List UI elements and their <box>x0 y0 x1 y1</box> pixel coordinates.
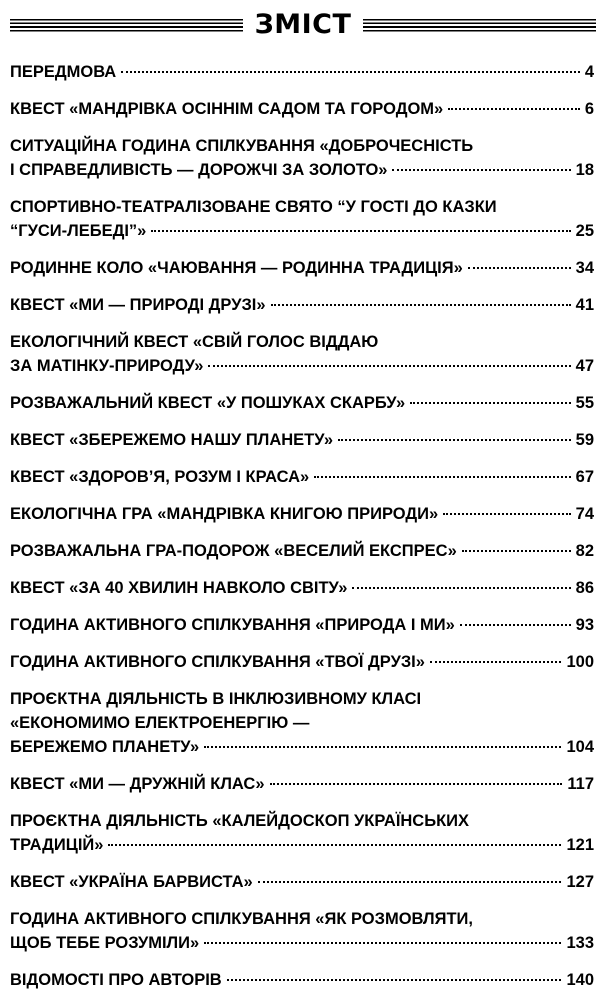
toc-entry-row <box>10 502 594 526</box>
toc-entry-title-line: ЩОБ ТЕБЕ РОЗУМІЛИ» <box>10 934 200 952</box>
toc-entry[interactable] <box>10 907 594 955</box>
dot-leader <box>443 513 570 515</box>
toc-page-number: 117 <box>567 775 594 793</box>
dot-leader <box>227 979 562 981</box>
dot-leader <box>448 108 580 110</box>
toc-page-number: 47 <box>575 357 594 375</box>
toc-entry-title-line: РОЗВАЖАЛЬНА ГРА-ПОДОРОЖ «ВЕСЕЛИЙ ЕКСПРЕС» <box>10 542 457 560</box>
toc-page-number: 18 <box>575 161 594 179</box>
toc-entry[interactable] <box>10 465 594 489</box>
contents-header <box>10 6 596 44</box>
toc-entry-title-line: ПРОЄКТНА ДІЯЛЬНІСТЬ В ІНКЛЮЗИВНОМУ КЛАСІ <box>10 690 422 708</box>
toc-entry-title-line: ПЕРЕДМОВА <box>10 63 117 81</box>
dot-leader <box>314 476 570 478</box>
toc-entry-title-line: КВЕСТ «МАНДРІВКА ОСІННІМ САДОМ ТА ГОРОДОМ» <box>10 100 444 118</box>
dot-leader <box>151 230 570 232</box>
toc-entry-title-line: КВЕСТ «УКРАЇНА БАРВИСТА» <box>10 873 253 891</box>
toc-entry-title-line: КВЕСТ «ЗДОРОВ’Я, РОЗУМ І КРАСА» <box>10 468 310 486</box>
toc-entry-title-line: ЕКОЛОГІЧНИЙ КВЕСТ «СВІЙ ГОЛОС ВІДДАЮ <box>10 333 379 351</box>
toc-page-number: 34 <box>575 259 594 277</box>
toc-entry-title-line: РОДИННЕ КОЛО «ЧАЮВАННЯ — РОДИННА ТРАДИЦІЯ» <box>10 259 463 277</box>
toc-entry[interactable] <box>10 968 594 992</box>
toc-entry[interactable] <box>10 539 594 563</box>
toc-page-number: 25 <box>575 222 594 240</box>
toc-entry-title-line: ПРОЄКТНА ДІЯЛЬНІСТЬ «КАЛЕЙДОСКОП УКРАЇНСЬКИХ <box>10 812 470 830</box>
toc-entry[interactable] <box>10 650 594 674</box>
toc-entry-title-line: КВЕСТ «ЗБЕРЕЖЕМО НАШУ ПЛАНЕТУ» <box>10 431 334 449</box>
toc-entry-title-line: КВЕСТ «МИ — ПРИРОДІ ДРУЗІ» <box>10 296 266 314</box>
toc-entry-title-line: ТРАДИЦІЙ» <box>10 836 104 854</box>
toc-entry-title-line: ЗА МАТІНКУ-ПРИРОДУ» <box>10 357 204 375</box>
toc-page-number: 82 <box>575 542 594 560</box>
toc-entry[interactable] <box>10 870 594 894</box>
toc-page-number: 140 <box>566 971 594 989</box>
header-rule-left <box>10 19 243 32</box>
dot-leader <box>258 881 562 883</box>
toc-entry-title-line: “ГУСИ-ЛЕБЕДІ”» <box>10 222 147 240</box>
toc-entry-title-line: ГОДИНА АКТИВНОГО СПІЛКУВАННЯ «ТВОЇ ДРУЗІ» <box>10 653 425 671</box>
dot-leader <box>270 783 563 785</box>
dot-leader <box>208 365 570 367</box>
table-of-contents <box>10 60 594 1005</box>
toc-entry-row <box>10 833 594 857</box>
toc-page-number: 59 <box>575 431 594 449</box>
toc-entry-title-line: СИТУАЦІЙНА ГОДИНА СПІЛКУВАННЯ «ДОБРОЧЕСНІСТЬ <box>10 137 474 155</box>
toc-entry-row <box>10 97 594 121</box>
toc-entry-row <box>10 968 594 992</box>
toc-entry[interactable] <box>10 256 594 280</box>
toc-entry-title-line: ВІДОМОСТІ ПРО АВТОРІВ <box>10 971 222 989</box>
dot-leader <box>271 304 571 306</box>
toc-page-number: 55 <box>575 394 594 412</box>
dot-leader <box>108 844 561 846</box>
toc-entry[interactable] <box>10 428 594 452</box>
toc-entry[interactable] <box>10 613 594 637</box>
toc-page-number: 41 <box>575 296 594 314</box>
dot-leader <box>352 587 570 589</box>
toc-page-number: 6 <box>584 100 594 118</box>
toc-entry-row <box>10 293 594 317</box>
toc-page-number: 93 <box>575 616 594 634</box>
toc-entry-row <box>10 735 594 759</box>
toc-page-number: 74 <box>575 505 594 523</box>
toc-entry-row <box>10 931 594 955</box>
toc-entry-row <box>10 613 594 637</box>
dot-leader <box>462 550 571 552</box>
toc-page-number: 127 <box>566 873 594 891</box>
dot-leader <box>410 402 571 404</box>
toc-entry[interactable] <box>10 576 594 600</box>
dot-leader <box>204 746 561 748</box>
dot-leader <box>204 942 561 944</box>
toc-entry-title-line: СПОРТИВНО-ТЕАТРАЛІЗОВАНЕ СВЯТО “У ГОСТІ ДО КАЗКИ <box>10 198 497 216</box>
dot-leader <box>468 267 571 269</box>
toc-entry-row <box>10 354 594 378</box>
toc-entry[interactable] <box>10 687 594 759</box>
toc-entry-title-line: ГОДИНА АКТИВНОГО СПІЛКУВАННЯ «ЯК РОЗМОВЛЯТИ, <box>10 910 473 928</box>
toc-page-number: 86 <box>575 579 594 597</box>
toc-entry-title-line: ГОДИНА АКТИВНОГО СПІЛКУВАННЯ «ПРИРОДА І МИ» <box>10 616 455 634</box>
toc-entry-row <box>10 772 594 796</box>
toc-entry-row <box>10 650 594 674</box>
toc-entry-row <box>10 158 594 182</box>
toc-entry-row <box>10 576 594 600</box>
toc-entry-title-line: РОЗВАЖАЛЬНИЙ КВЕСТ «У ПОШУКАХ СКАРБУ» <box>10 394 406 412</box>
dot-leader <box>460 624 571 626</box>
toc-entry[interactable] <box>10 772 594 796</box>
toc-entry[interactable] <box>10 134 594 182</box>
toc-page-number: 67 <box>575 468 594 486</box>
toc-entry-row <box>10 219 594 243</box>
toc-entry-title-line: ЕКОЛОГІЧНА ГРА «МАНДРІВКА КНИГОЮ ПРИРОДИ» <box>10 505 439 523</box>
dot-leader <box>430 661 562 663</box>
toc-entry-row <box>10 428 594 452</box>
toc-entry-title-line: КВЕСТ «ЗА 40 ХВИЛИН НАВКОЛО СВІТУ» <box>10 579 348 597</box>
toc-entry-title-line: БЕРЕЖЕМО ПЛАНЕТУ» <box>10 738 200 756</box>
toc-entry-title-line: «ЕКОНОМИМО ЕЛЕКТРОЕНЕРГІЮ — <box>10 714 310 732</box>
toc-entry[interactable] <box>10 293 594 317</box>
page-title: ЗМІСТ <box>254 9 352 40</box>
dot-leader <box>121 71 580 73</box>
toc-entry-title-line: І СПРАВЕДЛИВІСТЬ — ДОРОЖЧІ ЗА ЗОЛОТО» <box>10 161 388 179</box>
dot-leader <box>392 169 570 171</box>
toc-entry[interactable] <box>10 195 594 243</box>
toc-page-number: 100 <box>566 653 594 671</box>
toc-page-number: 104 <box>566 738 594 756</box>
toc-entry-row <box>10 870 594 894</box>
dot-leader <box>338 439 571 441</box>
toc-entry-row <box>10 60 594 84</box>
toc-entry[interactable] <box>10 809 594 857</box>
toc-entry-row <box>10 539 594 563</box>
toc-entry[interactable] <box>10 502 594 526</box>
header-rule-right <box>363 19 596 32</box>
toc-page-number: 133 <box>566 934 594 952</box>
toc-entry-row <box>10 256 594 280</box>
toc-page-number: 121 <box>566 836 594 854</box>
toc-entry-title-line: КВЕСТ «МИ — ДРУЖНІЙ КЛАС» <box>10 775 265 793</box>
toc-page-number: 4 <box>584 63 594 81</box>
toc-entry-row <box>10 391 594 415</box>
toc-entry[interactable] <box>10 97 594 121</box>
toc-entry[interactable] <box>10 60 594 84</box>
toc-entry[interactable] <box>10 330 594 378</box>
toc-entry-row <box>10 465 594 489</box>
toc-entry[interactable] <box>10 391 594 415</box>
